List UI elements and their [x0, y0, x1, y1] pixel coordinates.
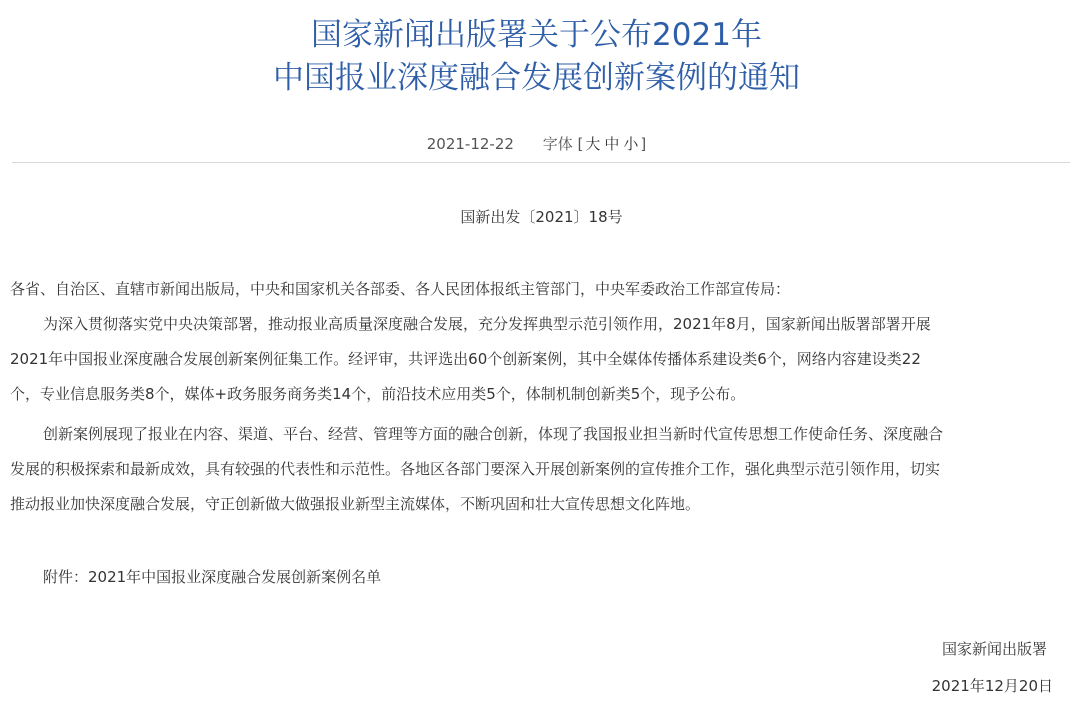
paragraph-1-line: 为深入贯彻落实党中央决策部署，推动报业高质量深度融合发展，充分发挥典型示范引领作用，2021年8月，国家新闻出版署部署开展	[43, 315, 931, 333]
font-size-large-link[interactable]: 大	[585, 135, 601, 153]
addressee: 各省、自治区、直辖市新闻出版局，中央和国家机关各部委、各人民团体报纸主管部门，中央军委政治工作部宣传局：	[10, 280, 791, 298]
article-meta	[0, 134, 1073, 154]
font-size-small-link[interactable]: 小	[623, 135, 639, 153]
paragraph-2-line: 推动报业加快深度融合发展，守正创新做大做强报业新型主流媒体，不断巩固和壮大宣传思想文化阵地。	[10, 495, 701, 513]
font-size-label: 字体 [	[542, 135, 584, 153]
paragraph-1-line: 2021年中国报业深度融合发展创新案例征集工作。经评审，共评选出60个创新案例，其中全媒体传播体系建设类6个，网络内容建设类22	[10, 350, 921, 368]
document-number: 国新出发〔2021〕18号	[460, 208, 623, 226]
font-size-medium-link[interactable]: 中	[604, 135, 620, 153]
paragraph-2-line: 创新案例展现了报业在内容、渠道、平台、经营、管理等方面的融合创新，体现了我国报业担当新时代宣传思想工作使命任务、深度融合	[43, 425, 944, 443]
attachment-line: 附件：2021年中国报业深度融合发展创新案例名单	[43, 568, 382, 586]
font-size-bracket-close: ]	[640, 135, 647, 153]
paragraph-2-line: 发展的积极探索和最新成效，具有较强的代表性和示范性。各地区各部门要深入开展创新案例的宣传推介工作，强化典型示范引领作用，切实	[10, 460, 941, 478]
signature-organization: 国家新闻出版署	[941, 640, 1047, 658]
signature-date: 2021年12月20日	[931, 677, 1053, 695]
header-divider	[12, 162, 1070, 163]
article-title-line-2: 中国报业深度融合发展创新案例的通知	[273, 60, 800, 96]
publish-date: 2021-12-22	[426, 135, 514, 153]
article-title-line-1: 国家新闻出版署关于公布2021年	[311, 17, 762, 53]
paragraph-1-line: 个，专业信息服务类8个，媒体+政务服务商务类14个，前沿技术应用类5个，体制机制创新类5个，现予公布。	[10, 385, 746, 403]
